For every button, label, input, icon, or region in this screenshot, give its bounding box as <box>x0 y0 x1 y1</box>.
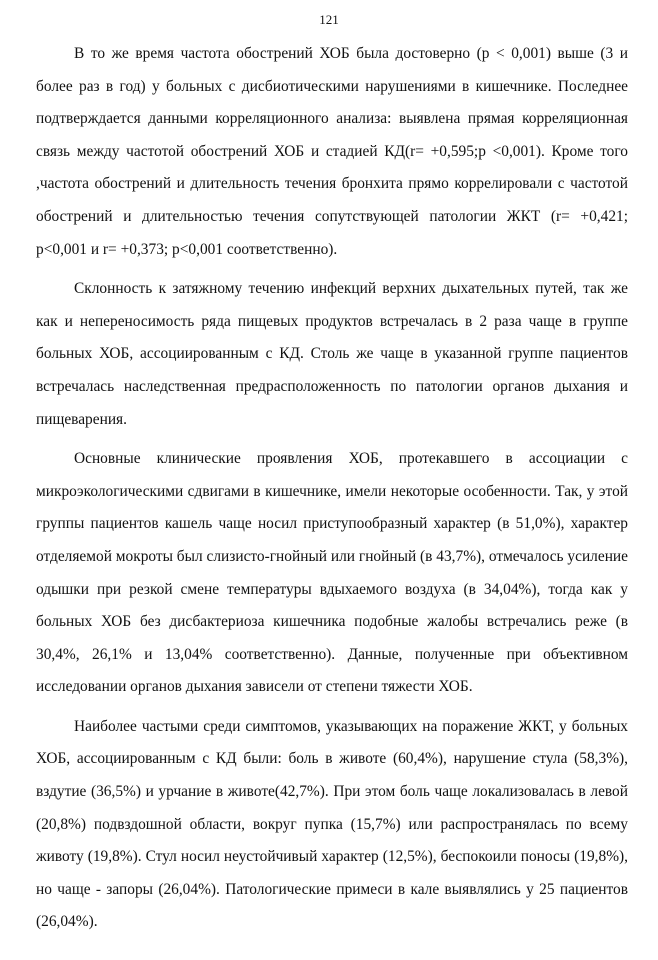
paragraph-clinical-features: Основные клинические проявления ХОБ, протекавшего в ассоциации с микроэкологическими сдвигами в кишечнике, имели некоторые особенности. Так, у этой группы пациентов кашель чаще носил приступообразный характер (в 51,0%), характер отделяемой мокроты был слизисто-гнойный или гнойный (в 43,7%), отмечалось усиление одышки при резкой смене температуры вдыхаемого воздуха (в 34,04%), тогда как у больных ХОБ без дисбактериоза кишечника подобные жалобы встречались реже (в 30,4%, 26,1% и 13,04% соответственно). Данные, полученные при объективном исследовании органов дыхания зависели от степени тяжести ХОБ. <box>36 450 628 696</box>
paragraph-gi-symptoms: Наиболее частыми среди симптомов, указывающих на поражение ЖКТ, у больных ХОБ, ассоциированным с КД были: боль в животе (60,4%), нарушение стула (58,3%), вздутие (36,5%) и урчание в животе(42,7%). При этом боль чаще локализовалась в левой (20,8%) подвздошной области, вокруг пупка (15,7%) или распространялась по всему животу (19,8%). Стул носил неустойчивый характер (12,5%), беспокоили поносы (19,8%), но чаще - запоры (26,04%). Патологические примеси в кале выявлялись у 25 пациентов (26,04%). <box>36 717 628 931</box>
paragraph-exacerbation-frequency: В то же время частота обострений ХОБ была достоверно (р < 0,001) выше (3 и более раз в год) у больных с дисбиотическими нарушениями в кишечнике. Последнее подтверждается данными корреляционного анализа: выявлена прямая корреляционная связь между частотой обострений ХОБ и стадией КД(r= +0,595;р <0,001). Кроме того ,частота обострений и длительность течения бронхита прямо коррелировали с частотой обострений и длительностью течения сопутствующей патологии ЖКТ (r= +0,421; р<0,001 и r= +0,373; р<0,001 соответственно). <box>36 45 628 258</box>
page-number: 121 <box>319 12 339 27</box>
page-body <box>36 38 628 939</box>
paragraph-upper-respiratory: Склонность к затяжному течению инфекций верхних дыхательных путей, так же как и непереносимость ряда пищевых продуктов встречалась в 2 раза чаще в группе больных ХОБ, ассоциированным с КД. Столь же чаще в указанной группе пациентов встречалась наследственная предрасположенность по патологии органов дыхания и пищеварения. <box>36 280 628 428</box>
